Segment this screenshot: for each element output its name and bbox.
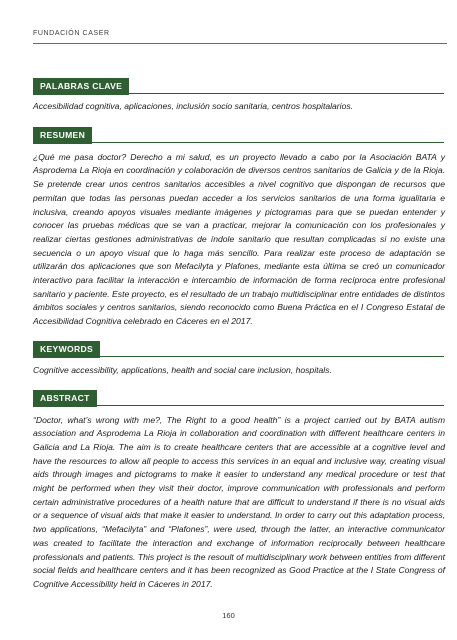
- keywords-heading: KEYWORDS: [33, 341, 100, 358]
- keywords-text: Cognitive accessibility, applications, health and social care inclusion, hospitals.: [33, 364, 332, 375]
- keywords-heading-wrap: [33, 339, 445, 357]
- header-divider: [33, 43, 447, 44]
- page-number: 160: [222, 611, 235, 620]
- palabras-clave-heading-wrap: [33, 76, 445, 94]
- palabras-clave-heading: PALABRAS CLAVE: [33, 78, 129, 95]
- resumen-heading-wrap: [33, 125, 445, 143]
- resumen-heading: RESUMEN: [33, 127, 92, 144]
- abstract-heading: ABSTRACT: [33, 390, 97, 407]
- resumen-text: ¿Qué me pasa doctor? Derecho a mi salud, es un proyecto llevado a cabo por la Asociación BATA y Asprodema La Rioja en coordinación y colaboración de diversos centros sanitarios de Galicia y de la Rioja. Se pretende crear unos centros sanitarios accesibles a nivel cognitivo que dispongan de recursos que permitan que todas las personas puedan acceder a los servicios sanitarios de una forma igualitaria e inclusiva, creando apoyos visuales mediante imágenes y pictogramas para que se puedan entender y conocer las pruebas médicas que se van a practicar, mejorar la comunicación con los profesionales y realizar ciertas gestiones administrativas de índole sanitario que resultan complicadas si no existe una secuencia o un apoyo visual que lo haga más sencillo. Para realizar este proceso de adaptación se utilizarán dos aplicaciones que son Mefacilyta y Plafones, mediante esta última se creó un comunicador interactivo para facilitar la interacción e intercambio de información de forma recíproca entre profesional sanitario y paciente. Este proyecto, es el resultado de un trabajo multidisciplinar entre entidades de distintos ámbitos sociales y centros sanitarios, siendo reconocido como Buena Práctica en el I Congreso Estatal de Accesibilidad Cognitiva celebrado en Cáceres en el 2017.: [33, 151, 445, 327]
- running-header: [0, 0, 457, 50]
- abstract-text: “Doctor, what’s wrong with me?, The Right to a good health” is a project carried out by BATA autism association and Asprodema La Rioja in collaboration and coordination with different healthcare centers in Galicia and La Rioja. The aim is to create healthcare centers that are accessible at a cognitive level and have the resources to allow all people to access this services in an equal and inclusive way, creating visual aids through images and pictograms to make it easier to understand any medical procedure or test that might be performed when they visit their doctor, improve communication with professionals and perform certain administrative procedures of a health nature that are difficult to understand if there is no visual aids or a sequence of visual aids that make it easier to understand. In order to carry out this adaptation process, two applications, “Mefacilyta” and “Plafones”, were used, through the latter, an interactive communicator was created to facilitate the interaction and exchange of information reciprocally between healthcare professionals and patients. This project is the resoult of multidisciplinary work between entities from different social fields and healthcare centers and it has been recognized as Good Practice at the I State Congress of Cognitive Accessibility held in Cáceres in 2017.: [33, 414, 445, 589]
- abstract-heading-wrap: [33, 388, 445, 406]
- palabras-clave-text: Accesibilidad cognitiva, aplicaciones, inclusión socio sanitaria, centros hospitalarios.: [33, 101, 354, 111]
- header-label: FUNDACIÓN CASER: [33, 30, 110, 37]
- article-body: [33, 76, 445, 592]
